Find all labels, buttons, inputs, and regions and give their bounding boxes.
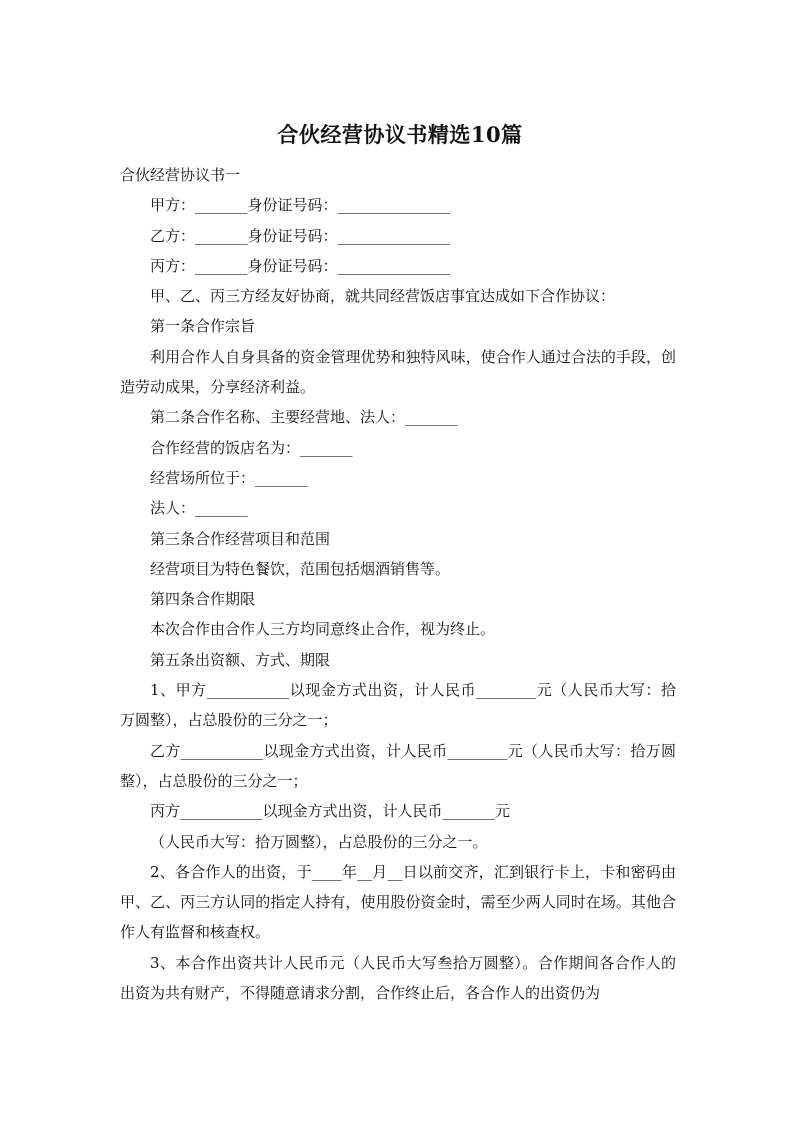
body-paragraph: 法人：_______ <box>150 499 248 518</box>
article-heading: 第二条合作名称、主要经营地、法人：_______ <box>150 408 458 427</box>
party-c-line: 丙方：_______身份证号码：_______________ <box>150 256 451 275</box>
body-paragraph: 经营项目为特色餐饮，范围包括烟酒销售等。 <box>150 559 451 578</box>
body-paragraph: 2、各合作人的出资，于____年__月__日以前交齐，汇到银行卡上，卡和密码由甲、乙、丙三方认同的指定人持有，使用股份资金时，需至少两人同时在场。其他合作人有监督和核查权。 <box>120 862 676 942</box>
body-paragraph: （人民币大写：拾万圆整），占总股份的三分之一。 <box>150 832 488 851</box>
body-paragraph: 经营场所位于：_______ <box>150 468 308 487</box>
document-title: 合伙经营协议书精选10篇 <box>277 122 523 147</box>
body-paragraph: 本次合作由合作人三方均同意终止合作，视为终止。 <box>150 620 496 639</box>
article-heading: 第一条合作宗旨 <box>150 317 256 336</box>
preamble-paragraph: 甲、乙、丙三方经友好协商，就共同经营饭店事宜达成如下合作协议： <box>150 287 616 306</box>
body-paragraph: 利用合作人自身具备的资金管理优势和独特风味，使合作人通过合法的手段，创造劳动成果，分享经济利益。 <box>120 347 676 397</box>
body-paragraph: 乙方___________以现金方式出资，计人民币________元（人民币大写：拾万圆整），占总股份的三分之一； <box>120 741 676 790</box>
document-body <box>120 160 676 1008</box>
body-paragraph: 合作经营的饭店名为：_______ <box>150 438 353 457</box>
section-heading: 合伙经营协议书一 <box>120 166 241 184</box>
article-heading: 第三条合作经营项目和范围 <box>150 529 331 548</box>
article-heading: 第五条出资额、方式、期限 <box>150 650 331 669</box>
party-b-line: 乙方：_______身份证号码：_______________ <box>150 226 451 245</box>
party-a-line: 甲方：_______身份证号码：_______________ <box>150 196 451 215</box>
article-heading: 第四条合作期限 <box>150 590 256 609</box>
body-paragraph: 1、甲方___________以现金方式出资，计人民币________元（人民币大写：拾万圆整），占总股份的三分之一； <box>120 681 676 730</box>
body-paragraph: 3、本合作出资共计人民币元（人民币大写叁拾万圆整）。合作期间各合作人的出资为共有财产，不得随意请求分割，合作终止后，各合作人的出资仍为 <box>120 953 676 1003</box>
body-paragraph: 丙方___________以现金方式出资，计人民币_______元 <box>150 802 511 821</box>
